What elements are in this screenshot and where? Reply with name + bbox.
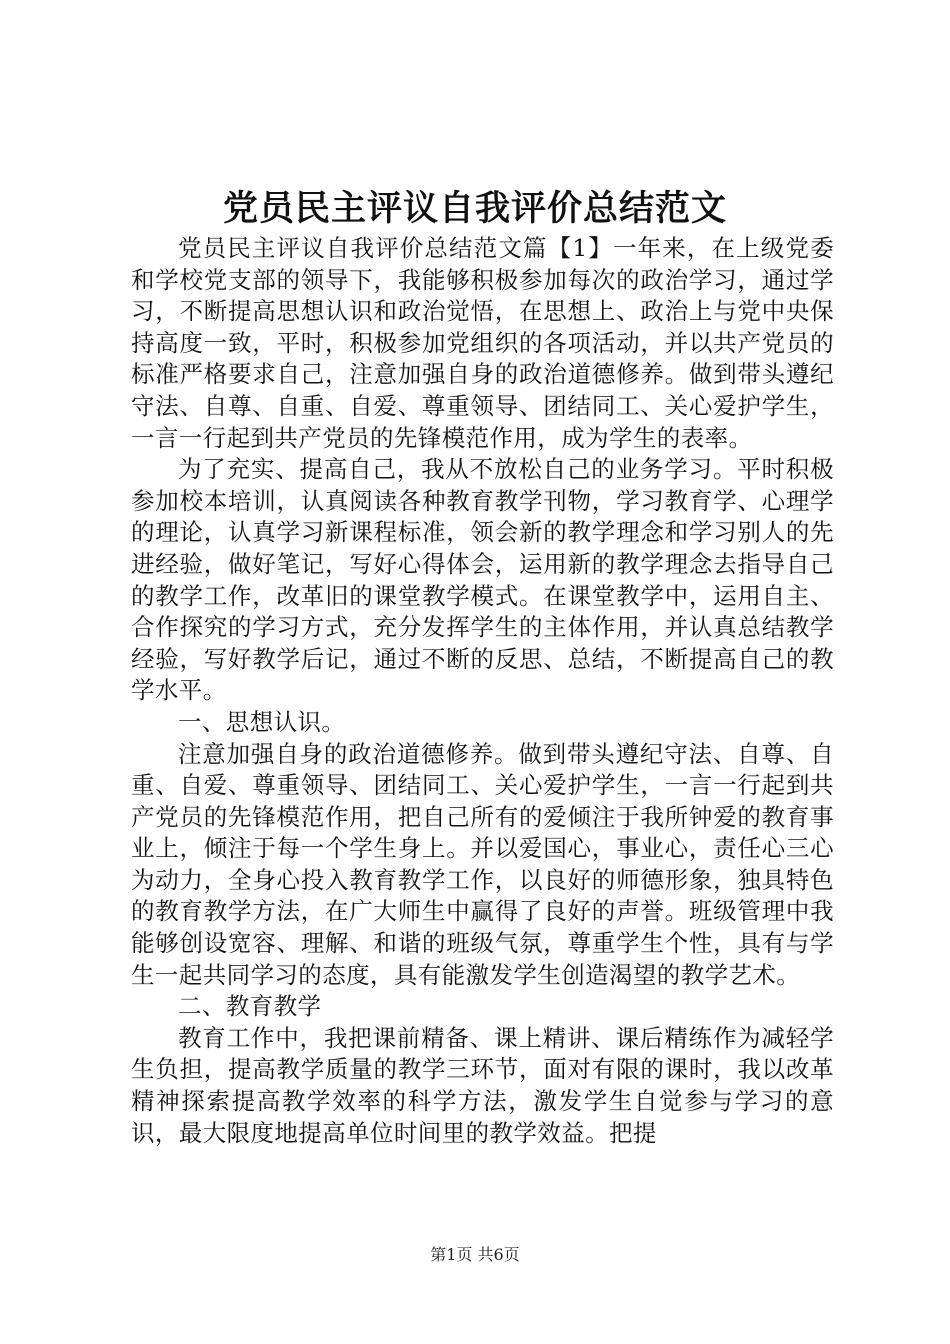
section-heading-teaching: 二、教育教学 bbox=[178, 992, 322, 1021]
paragraph-thought: 注意加强自身的政治道德修养。做到带头遵纪守法、自尊、自重、自爱、尊重领导、团结同工、关心爱护学生，一言一行起到共产党员的先锋模范作用，把自己所有的爱倾注于我所钟爱的教育事业上，倾注于每一个学生身上。并以爱国心，事业心，责任心三心为动力，全身心投入教育教学工作，以良好的师德形象，独具特色的教育教学方法，在广大师生中赢得了良好的声誉。班级管理中我能够创设宽容、理解、和谐的班级气氛，尊重学生个性，具有与学生一起共同学习的态度，具有能激发学生创造渴望的教学艺术。 bbox=[131, 739, 834, 989]
paragraph-intro: 党员民主评议自我评价总结范文篇【1】一年来，在上级党委和学校党支部的领导下，我能够积极参加每次的政治学习，通过学习，不断提高思想认识和政治觉悟，在思想上、政治上与党中央保持高度一致，平时，积极参加党组织的各项活动，并以共产党员的标准严格要求自己，注意加强自身的政治道德修养。做到带头遵纪守法、自尊、自重、自爱、尊重领导、团结同工、关心爱护学生，一言一行起到共产党员的先锋模范作用，成为学生的表率。 bbox=[131, 234, 834, 452]
page-number-footer: 第1页 共6页 bbox=[430, 1245, 520, 1264]
document-title: 党员民主评议自我评价总结范文 bbox=[222, 188, 727, 229]
paragraph-study: 为了充实、提高自己，我从不放松自己的业务学习。平时积极参加校本培训，认真阅读各种教育教学刊物，学习教育学、心理学的理论，认真学习新课程标准，领会新的教学理念和学习别人的先进经验，做好笔记，写好心得体会，运用新的教学理念去指导自己的教学工作，改革旧的课堂教学模式。在课堂教学中，运用自主、合作探究的学习方式，充分发挥学生的主体作用，并认真总结教学经验，写好教学后记，通过不断的反思、总结，不断提高自己的教学水平。 bbox=[131, 455, 834, 705]
paragraph-teaching: 教育工作中，我把课前精备、课上精讲、课后精练作为减轻学生负担，提高教学质量的教学三环节，面对有限的课时，我以改革精神探索提高教学效率的科学方法，激发学生自觉参与学习的意识，最大限度地提高单位时间里的教学效益。把提 bbox=[131, 1023, 834, 1147]
section-heading-thought: 一、思想认识。 bbox=[178, 707, 346, 736]
document-body bbox=[131, 233, 834, 1149]
